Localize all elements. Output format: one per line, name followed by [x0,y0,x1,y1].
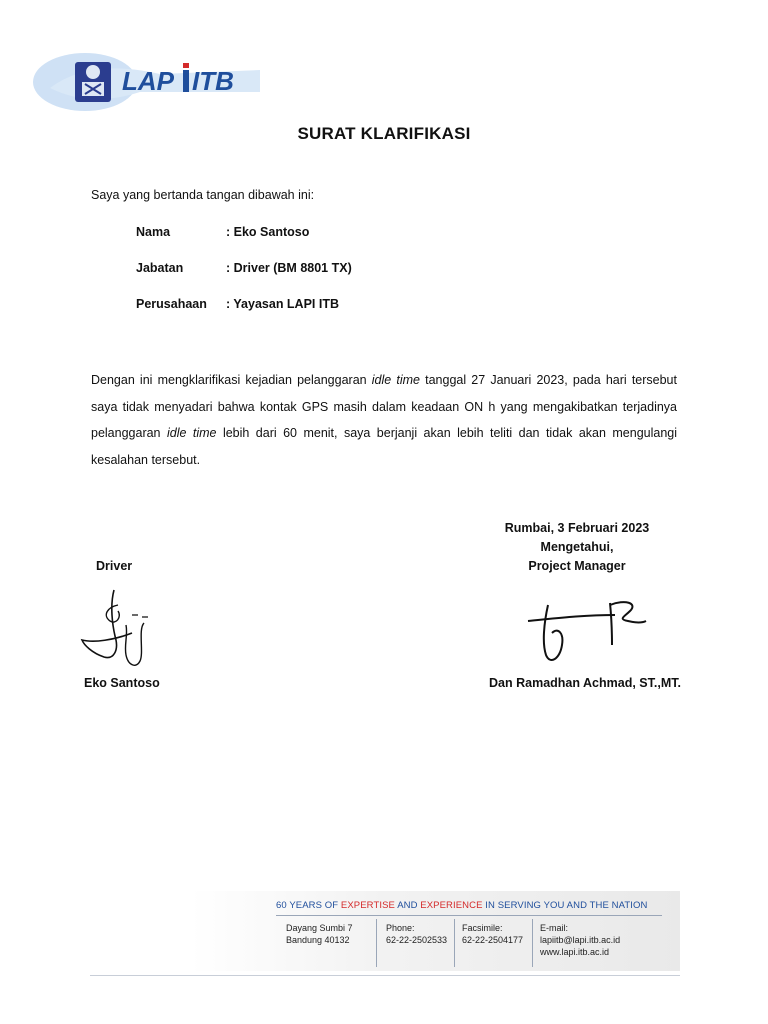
footer-phone [386,922,447,946]
paragraph-text-1: Dengan ini mengklarifikasi kejadian pelanggaran [91,373,372,387]
svg-text:ITB: ITB [192,66,234,96]
fax-value: 62-22-2504177 [462,935,524,945]
website-link[interactable]: www.lapi.itb.ac.id [540,947,610,957]
footer-fax [462,922,523,946]
paragraph-text-2: tanggal 27 Januari 2023, pada hari tersebut saya tidak menyadari bahwa kontak GPS masih dalam keadaan ON h yang mengakibatkan terjadinya pelanggaran [91,373,677,440]
place-date: Rumbai, 3 Februari 2023 [504,521,650,535]
address-line-2: Bandung 40132 [286,935,350,945]
svg-text:LAP: LAP [122,66,174,96]
field-label-nama: Nama [136,225,171,239]
footer-tagline [276,900,647,911]
intro-text: Saya yang bertanda tangan dibawah ini: [91,188,315,202]
field-label-perusahaan: Perusahaan [136,297,207,311]
footer-divider [376,919,377,967]
tagline-part-4: EXPERIENCE [420,900,483,911]
paragraph-text-3: lebih dari 60 menit, saya berjanji akan lebih teliti dan tidak akan mengulangi kesalahan tersebut. [91,426,678,467]
manager-signature-icon [520,593,650,668]
field-value-jabatan: : Driver (BM 8801 TX) [226,261,352,275]
paragraph-italic-1: idle time [371,373,420,387]
fax-label: Facsimile: [462,923,503,933]
footer-bottom-rule [90,975,680,976]
paragraph-italic-2: idle time [166,426,217,440]
footer-rule [276,915,662,916]
footer-address [286,922,353,946]
field-value-nama: : Eko Santoso [226,225,310,239]
tagline-part-3: AND [394,900,421,911]
footer-divider [532,919,533,967]
email-value[interactable]: lapiitb@lapi.itb.ac.id [540,935,621,945]
phone-value: 62-22-2502533 [386,935,448,945]
tagline-part-5: IN SERVING YOU AND THE NATION [482,900,648,911]
footer-divider [454,919,455,967]
phone-label: Phone: [386,923,415,933]
tagline-part-2: EXPERTISE [340,900,395,911]
footer-contact [540,922,620,958]
clarification-paragraph [91,367,677,473]
tagline-part-1: 60 YEARS OF [276,900,341,911]
footer [90,885,680,977]
left-role: Driver [96,559,133,573]
acknowledged-label: Mengetahui, [540,540,614,554]
field-value-perusahaan: : Yayasan LAPI ITB [226,297,340,311]
left-signatory-name: Eko Santoso [84,676,160,690]
right-signatory-name: Dan Ramadhan Achmad, ST.,MT. [489,676,681,690]
email-label: E-mail: [540,923,569,933]
right-role: Project Manager [528,559,626,573]
driver-signature-icon [74,585,164,675]
document-title: SURAT KLARIFIKASI [297,124,471,143]
letterhead-logo [30,48,270,116]
lapi-itb-logo-icon [30,48,270,116]
address-line-1: Dayang Sumbi 7 [286,923,353,933]
field-label-jabatan: Jabatan [136,261,184,275]
